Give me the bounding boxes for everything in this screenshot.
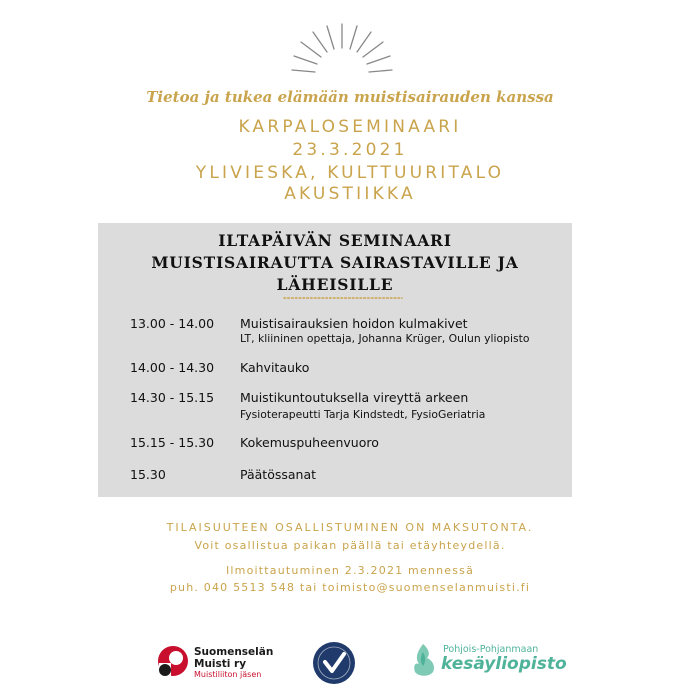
- schedule-title: Kahvitauko: [240, 360, 310, 375]
- org1-membership: Muistiliiton jäsen: [194, 670, 262, 679]
- org3-name-line2: kesäyliopisto: [441, 654, 567, 674]
- event-date: 23.3.2021: [292, 140, 408, 160]
- dotted-divider: [283, 296, 403, 300]
- org1-name-line2: Muisti ry: [194, 658, 247, 670]
- schedule-subtitle: LT, kliininen opettaja, Johanna Krüger, Oulun yliopisto: [240, 332, 530, 345]
- schedule-title: Kokemuspuheenvuoro: [240, 435, 379, 450]
- panel-title-line1: ILTAPÄIVÄN SEMINAARI: [218, 231, 452, 250]
- org3-name-line1: Pohjois-Pohjanmaan: [443, 644, 539, 655]
- footer-registration: Ilmoittautuminen 2.3.2021 mennessä: [225, 564, 475, 577]
- schedule-time: 13.00 - 14.00: [130, 316, 215, 331]
- schedule-time: 14.30 - 15.15: [130, 390, 215, 405]
- muisti-heart-icon: [156, 644, 190, 678]
- footer-participation: Voit osallistua paikan päällä tai etäyhteydellä.: [194, 539, 506, 552]
- schedule-title: Muistisairauksien hoidon kulmakivet: [240, 316, 468, 331]
- event-name: KARPALOSEMINAARI: [238, 117, 462, 137]
- tagline: Tietoa ja tukea elämään muistisairauden kanssa: [146, 88, 554, 106]
- sunburst-icon: [290, 22, 394, 78]
- schedule-time: 15.15 - 15.30: [130, 435, 215, 450]
- schedule-subtitle: Fysioterapeutti Tarja Kindstedt, FysioGeriatria: [240, 408, 486, 421]
- association-badge-icon: [312, 641, 356, 685]
- footer-free-entry: TILAISUUTEEN OSALLISTUMINEN ON MAKSUTONTA.: [166, 521, 534, 534]
- panel-title-line2: MUISTISAIRAUTTA SAIRASTAVILLE JA: [151, 253, 519, 272]
- org1-name-line1: Suomenselän: [194, 646, 274, 658]
- schedule-title: Muistikuntoutuksella vireyttä arkeen: [240, 390, 469, 405]
- schedule-time: 15.30: [130, 467, 166, 482]
- event-location: YLIVIESKA, KULTTUURITALO: [195, 163, 505, 183]
- schedule-time: 14.00 - 14.30: [130, 360, 215, 375]
- schedule-title: Päätössanat: [240, 467, 317, 482]
- flame-leaf-icon: [409, 642, 437, 678]
- panel-title-line3: LÄHEISILLE: [276, 275, 394, 294]
- event-venue: AKUSTIIKKA: [284, 184, 416, 204]
- footer-contact: puh. 040 5513 548 tai toimisto@suomenselanmuisti.fi: [169, 581, 531, 594]
